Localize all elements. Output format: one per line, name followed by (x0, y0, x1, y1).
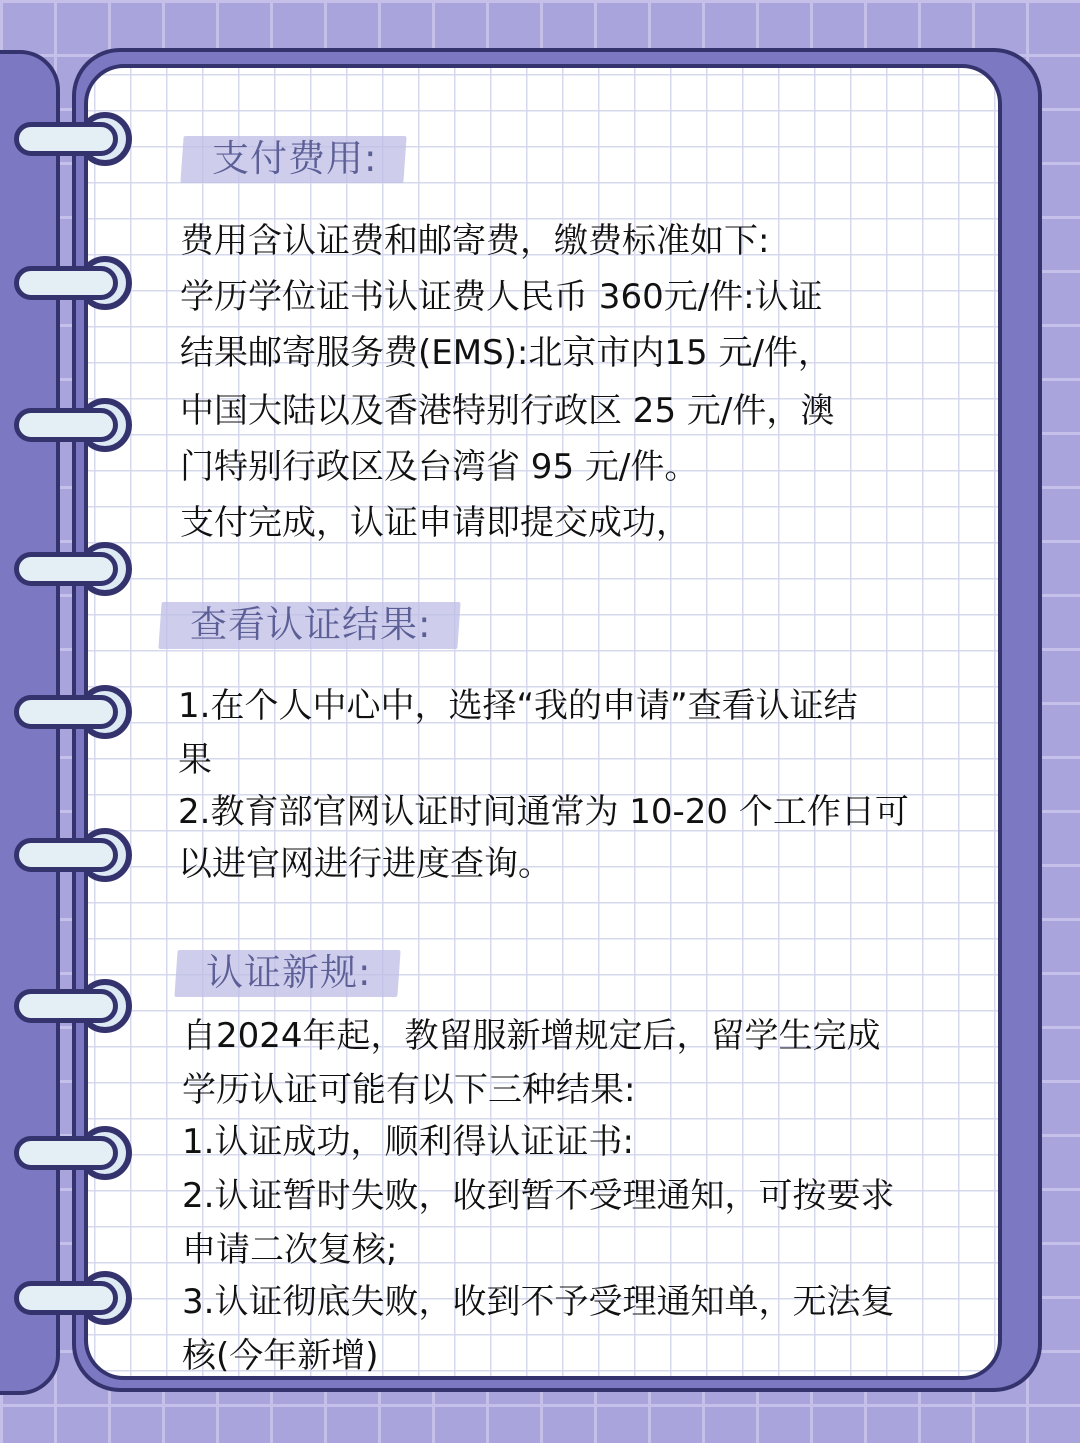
body-line: 自2024年起，教留服新增规定后，留学生完成 (182, 1016, 881, 1056)
body-line: 结果邮寄服务费(EMS):北京市内15 元/件， (180, 333, 832, 373)
body-line: 果 (178, 740, 212, 780)
body-line: 1.在个人中心中，选择“我的申请”查看认证结 (178, 686, 858, 726)
binder-ring-icon (14, 546, 132, 592)
binder-ring-icon (14, 260, 132, 306)
body-line: 以进官网进行进度查询。 (178, 844, 552, 884)
section-heading-text: 支付费用: (212, 137, 378, 180)
section-heading (176, 940, 399, 1003)
binder-ring-icon (14, 1275, 132, 1321)
body-line: 1.认证成功，顺利得认证证书: (182, 1122, 634, 1162)
binder-ring-icon (14, 116, 132, 162)
body-line: 支付完成，认证申请即提交成功， (180, 503, 690, 543)
body-line: 核(今年新增) (182, 1336, 379, 1376)
binder-ring-icon (14, 983, 132, 1029)
section-heading (182, 126, 405, 189)
section-heading-text: 查看认证结果: (190, 603, 432, 646)
binder-ring-icon (14, 689, 132, 735)
body-line: 2.认证暂时失败，收到暂不受理通知，可按要求 (182, 1176, 895, 1216)
body-line: 3.认证彻底失败，收到不予受理通知单，无法复 (182, 1282, 895, 1322)
section-heading (160, 592, 459, 655)
body-line: 2.教育部官网认证时间通常为 10-20 个工作日可 (178, 792, 909, 832)
binder-ring-icon (14, 1130, 132, 1176)
body-line: 学历认证可能有以下三种结果: (182, 1070, 636, 1110)
body-line: 中国大陆以及香港特别行政区 25 元/件，澳 (180, 391, 835, 431)
body-line: 申请二次复核; (182, 1230, 398, 1270)
section-heading-text: 认证新规: (206, 951, 372, 994)
body-line: 费用含认证费和邮寄费，缴费标准如下: (180, 221, 770, 261)
binder-ring-icon (14, 402, 132, 448)
body-line: 学历学位证书认证费人民币 360元/件:认证 (180, 277, 823, 317)
binder-ring-icon (14, 832, 132, 878)
body-line: 门特别行政区及台湾省 95 元/件。 (180, 447, 699, 487)
